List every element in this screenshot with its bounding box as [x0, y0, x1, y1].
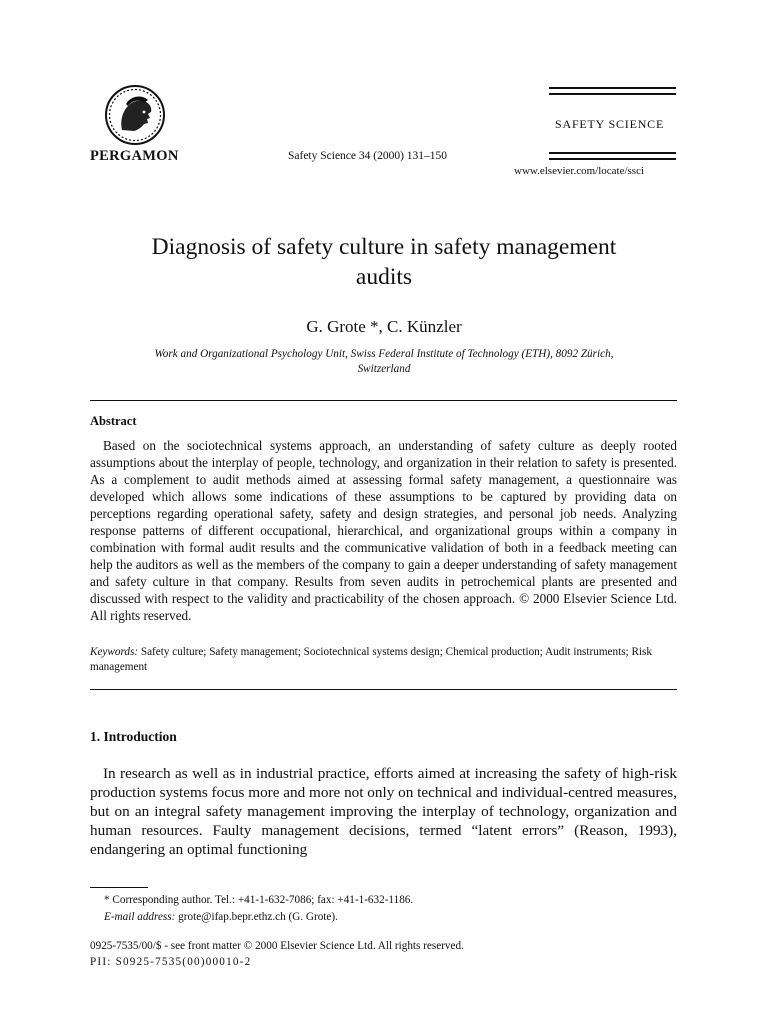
abstract-bottom-rule	[90, 689, 677, 690]
journal-citation: Safety Science 34 (2000) 131–150	[288, 150, 448, 162]
journal-url-link[interactable]: www.elsevier.com/locate/ssci	[514, 165, 645, 177]
author-list: G. Grote *, C. Künzler	[306, 317, 462, 336]
title-line-2: audits	[355, 264, 413, 290]
keywords	[90, 645, 677, 675]
section-heading: 1. Introduction	[90, 729, 177, 744]
journal-name: SAFETY SCIENCE	[555, 117, 665, 131]
masthead-rule-bottom-1	[549, 152, 676, 154]
abstract-body: Based on the sociotechnical systems approach, an understanding of safety culture as deeply rooted assumptions about the interplay of people, technology, and organization in their relation to safety is presented. As a complement to audit methods aimed at assessing formal safety management, a questionnaire was developed which allows some indications of these assumptions to be captured by providing data on perceptions regarding operational safety, safety and design strategies, and personal job needs. Analyzing response patterns of different occupational, hierarchical, and organizational groups within a company in combination with formal audit results and the communicative validation of both in a feedback meeting can help the auditors as well as the members of the company to gain a deeper understanding of safety management and safety culture in that company. Results from seven audits in petrochemical plants are presented and discussed with respect to the validity and practicability of the chosen approach. © 2000 Elsevier Science Ltd. All rights reserved.	[90, 438, 677, 623]
abstract-top-rule	[90, 400, 677, 401]
masthead-rule-top-1	[549, 87, 676, 89]
pii-identifier: PII: S0925-7535(00)00010-2	[90, 956, 252, 968]
front-matter-notice: 0925-7535/00/$ - see front matter © 2000 Elsevier Science Ltd. All rights reserved.	[90, 940, 464, 952]
affiliation-line-1: Work and Organizational Psychology Unit, Swiss Federal Institute of Technology (ETH), 8092 Zürich,	[154, 348, 614, 360]
email-address[interactable]: grote@ifap.bepr.ethz.ch (G. Grote).	[178, 911, 338, 923]
footnote-email	[104, 911, 338, 923]
footnote-rule	[90, 887, 148, 888]
masthead-rule-bottom-2	[549, 158, 676, 160]
masthead-rule-top-2	[549, 93, 676, 95]
article-title	[60, 232, 708, 292]
abstract-heading: Abstract	[90, 414, 137, 428]
introduction-body: In research as well as in industrial practice, efforts aimed at increasing the safety of high-risk production systems focus more and more not only on technical and individual-centred measures, but on an integral safety management improving the interplay of technology, organization and human resources. Faulty management decisions, termed “latent errors” (Reason, 1993), endangering an optimal functioning	[90, 765, 677, 858]
title-line-1: Diagnosis of safety culture in safety management	[151, 234, 617, 260]
affiliation-line-2: Switzerland	[357, 363, 411, 375]
email-label: E-mail address:	[104, 911, 176, 923]
keywords-label: Keywords:	[90, 646, 139, 658]
pergamon-logo-icon	[104, 84, 166, 146]
author-affiliation	[90, 347, 678, 377]
keywords-list: Safety culture; Safety management; Sociotechnical systems design; Chemical production; Audit instruments; Risk management	[90, 646, 652, 673]
publisher-name: PERGAMON	[90, 148, 179, 164]
footnote-corresponding-author: * Corresponding author. Tel.: +41-1-632-7086; fax: +41-1-632-1186.	[104, 894, 414, 906]
